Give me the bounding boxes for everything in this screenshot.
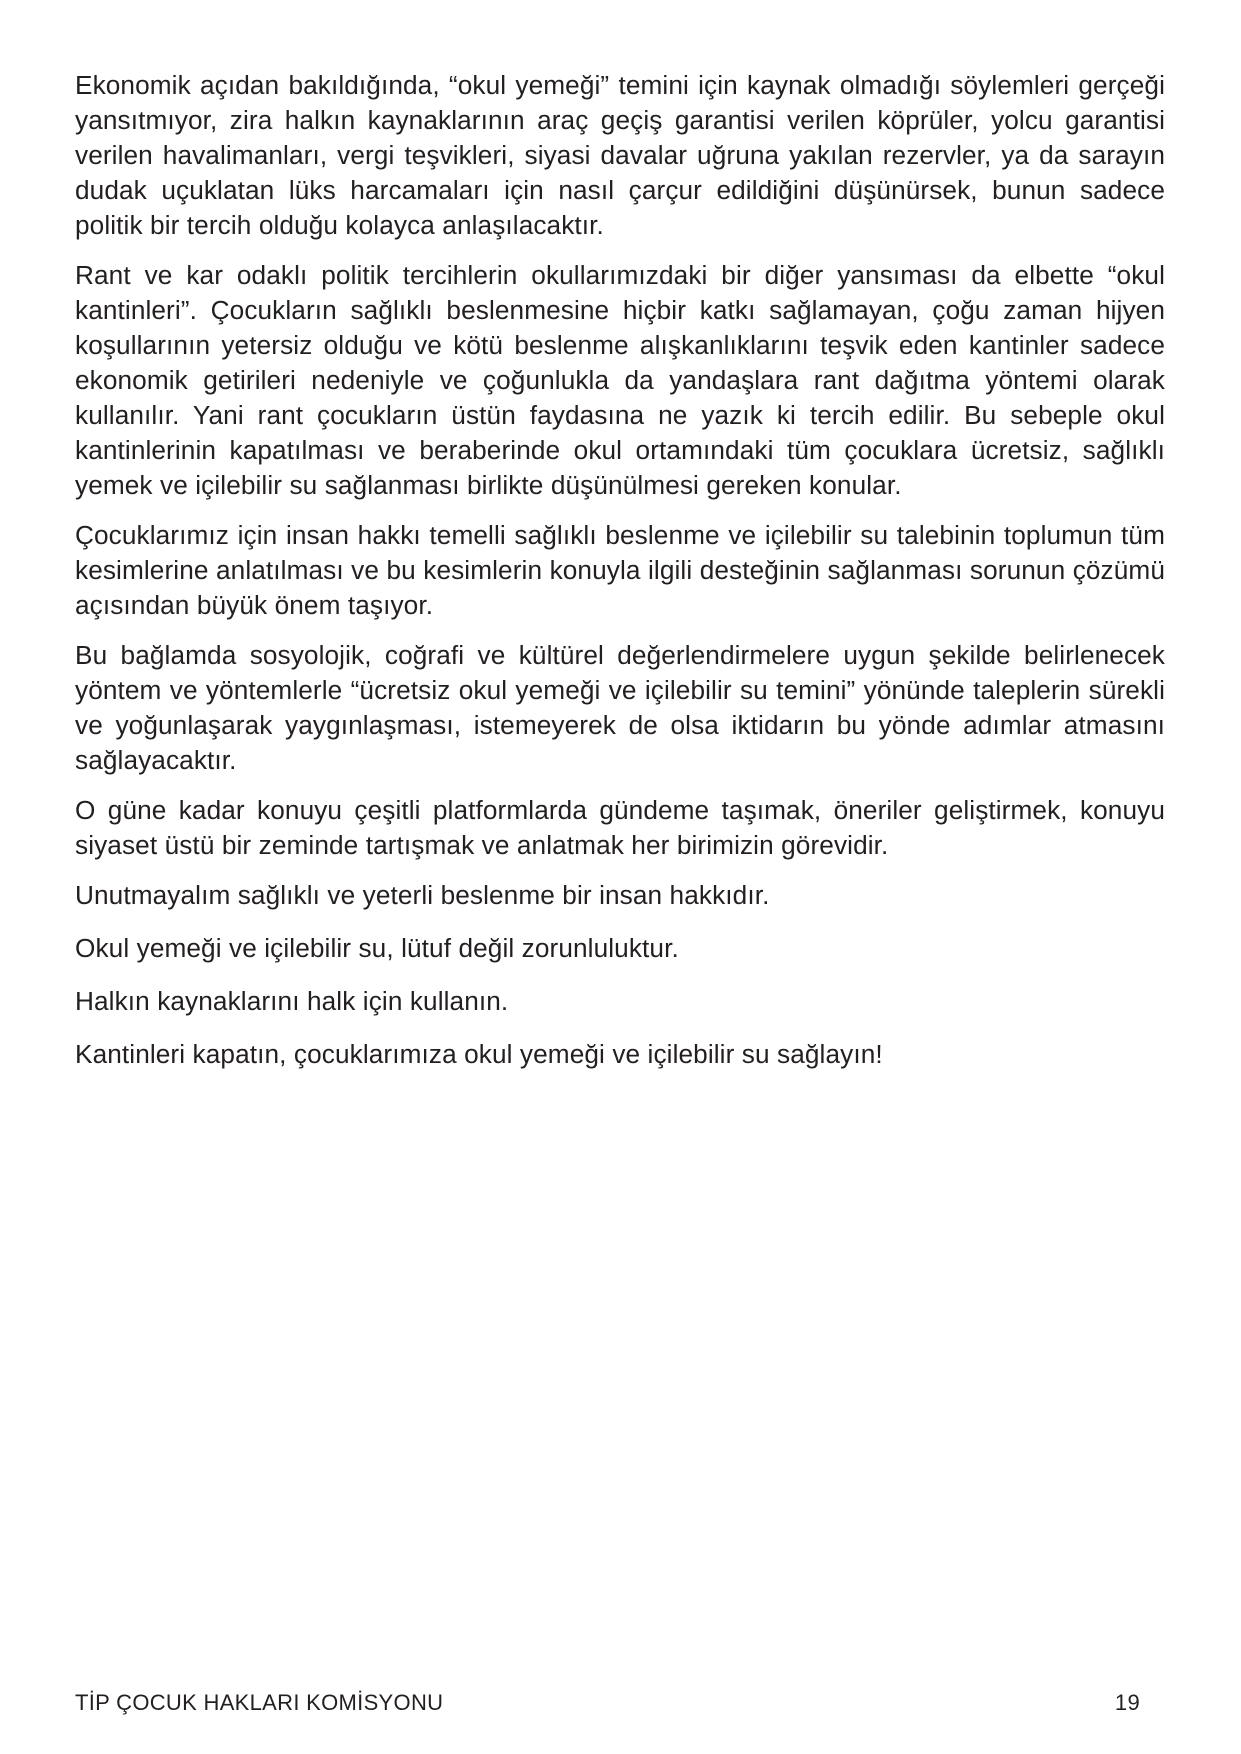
paragraph-public-support: Çocuklarımız için insan hakkı temelli sağlıklı beslenme ve içilebilir su talebinin toplumun tüm kesimlerine anlatılması ve bu kesimlerin konuyla ilgili desteğinin sağlanması sorunun çözümü açısından büyük önem taşıyor. bbox=[75, 520, 1165, 620]
slogan-close-canteens: Kantinleri kapatın, çocuklarımıza okul yemeği ve içilebilir su sağlayın! bbox=[75, 1039, 883, 1069]
paragraph-methods: Bu bağlamda sosyolojik, coğrafi ve kültürel değerlendirmelere uygun şekilde belirlenecek yöntem ve yöntemlerle “ücretsiz okul yemeği ve içilebilir su temini” yönünde taleplerin sürekli ve yoğunlaşarak yaygınlaşması, istemeyerek de olsa iktidarın bu yönde adımlar atmasını sağlayacaktır. bbox=[75, 640, 1165, 775]
page-number: 19 bbox=[1114, 1690, 1140, 1715]
paragraph-school-canteens: Rant ve kar odaklı politik tercihlerin okullarımızdaki bir diğer yansıması da elbette “okul kantinleri”. Çocukların sağlıklı beslenmesine hiçbir katkı sağlamayan, çoğu zaman hijyen koşullarının yetersiz olduğu ve kötü beslenme alışkanlıklarını teşvik eden kantinler sadece ekonomik getirileri nedeniyle ve çoğunlukla da yandaşlara rant dağıtma yöntemi olarak kullanılır. Yani rant çocukların üstün faydasına ne yazık ki tercih edilir. Bu sebeple okul kantinlerinin kapatılması ve beraberinde okul ortamındaki tüm çocuklara ücretsiz, sağlıklı yemek ve içilebilir su sağlanması birlikte düşünülmesi gereken konular. bbox=[75, 260, 1165, 500]
page-footer bbox=[75, 1690, 1140, 1716]
paragraph-economic-resources: Ekonomik açıdan bakıldığında, “okul yemeği” temini için kaynak olmadığı söylemleri gerçeği yansıtmıyor, zira halkın kaynaklarının araç geçiş garantisi verilen köprüler, yolcu garantisi verilen havalimanları, vergi teşvikleri, siyasi davalar uğruna yakılan rezervler, ya da sarayın dudak uçuklatan lüks harcamaları için nasıl çarçur edildiğini düşünürsek, bunun sadece politik bir tercih olduğu kolayca anlaşılacaktır. bbox=[75, 70, 1165, 240]
slogan-public-resources: Halkın kaynaklarını halk için kullanın. bbox=[75, 986, 509, 1016]
slogan-human-right: Unutmayalım sağlıklı ve yeterli beslenme bir insan hakkıdır. bbox=[75, 880, 770, 910]
paragraph-duty: O güne kadar konuyu çeşitli platformlarda gündeme taşımak, öneriler geliştirmek, konuyu siyaset üstü bir zeminde tartışmak ve anlatmak her birimizin görevidir. bbox=[75, 795, 1165, 860]
footer-organization: TİP ÇOCUK HAKLARI KOMİSYONU bbox=[75, 1690, 444, 1715]
slogan-necessity: Okul yemeği ve içilebilir su, lütuf değil zorunluluktur. bbox=[75, 933, 679, 963]
page-body bbox=[75, 68, 1165, 1090]
